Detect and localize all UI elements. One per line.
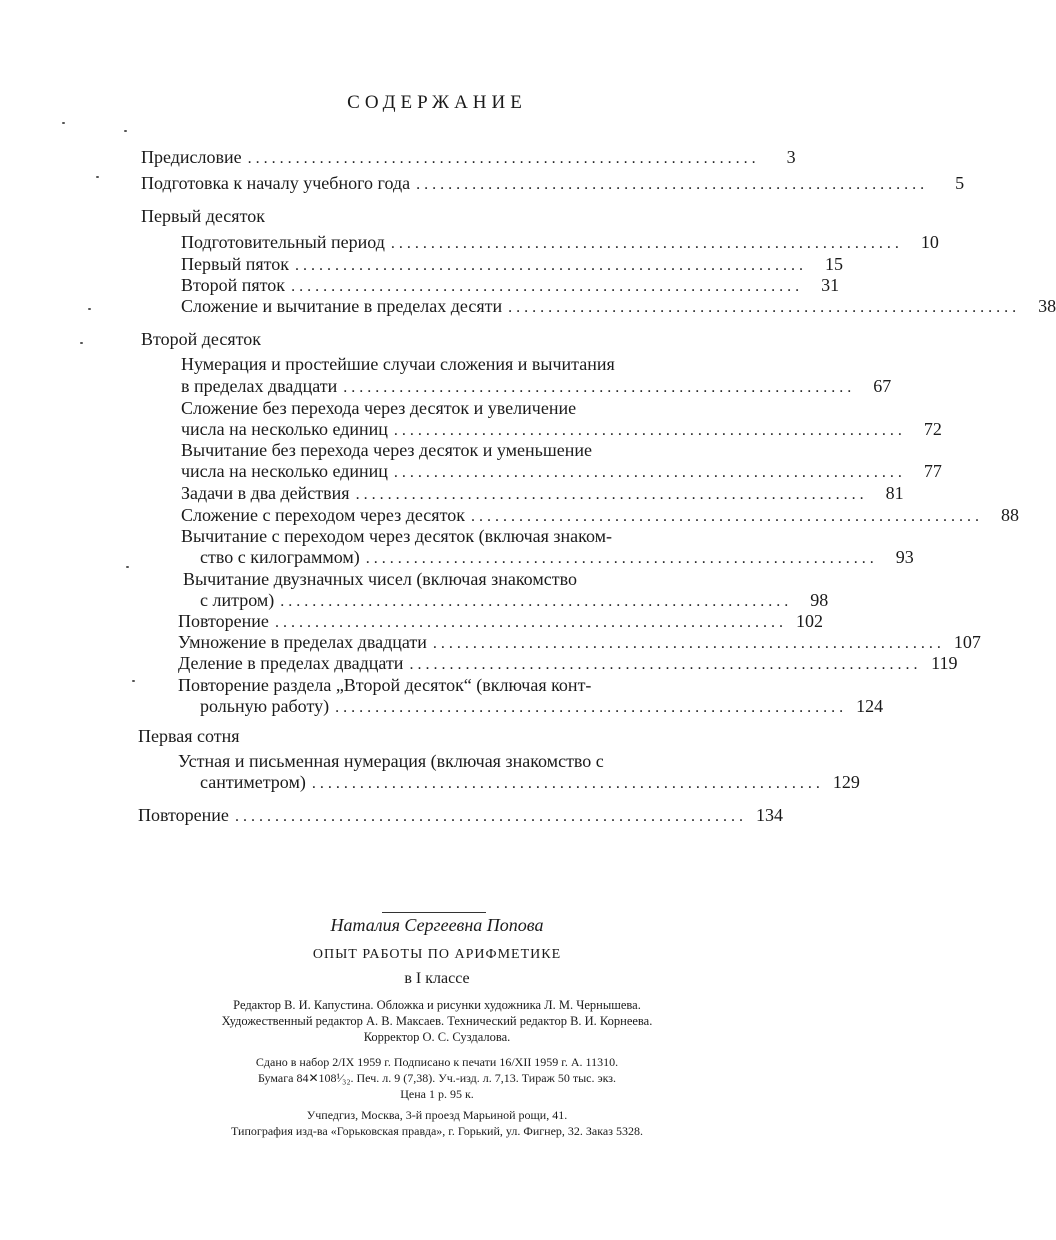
section-heading: Второй десяток	[141, 329, 262, 349]
toc-entry-page: 134	[755, 805, 783, 825]
toc-entry-text-line1: Устная и письменная нумерация (включая знакомство с	[178, 751, 604, 771]
scan-speck	[124, 130, 127, 132]
toc-entry-text: Второй пяток	[181, 275, 286, 295]
toc-entry-page: 31	[821, 275, 840, 295]
scan-speck	[96, 176, 99, 178]
toc-entry-page: 81	[885, 483, 904, 503]
section-heading: Первый десяток	[141, 206, 265, 226]
toc-entry-text-line1: Вычитание с переходом через десяток (включая знаком-	[181, 526, 612, 546]
toc-entry	[181, 482, 904, 506]
toc-entry	[181, 460, 942, 484]
toc-entry-text-line2: ство с килограммом)	[200, 547, 360, 567]
leader-dots: ................................................................	[508, 299, 1021, 316]
toc-entry-text-line2: числа на несколько единиц	[181, 419, 388, 439]
leader-dots: ................................................................	[295, 257, 807, 274]
editors-line: Редактор В. И. Капустина. Обложка и рисунки художника Л. М. Чернышева.	[233, 998, 641, 1012]
toc-entry	[200, 546, 914, 570]
leader-dots: ................................................................	[291, 278, 804, 295]
toc-entry-page: 72	[923, 419, 942, 439]
toc-entry-text-line1: Сложение без перехода через десяток и увеличение	[181, 398, 577, 418]
leader-dots: ................................................................	[274, 614, 787, 631]
toc-entry-page: 119	[931, 653, 958, 673]
toc-entry	[181, 295, 1056, 319]
toc-entry-text-line1: Нумерация и простейшие случаи сложения и вычитания	[181, 354, 615, 374]
toc-entry-page: 93	[895, 547, 914, 567]
leader-dots: ................................................................	[393, 464, 906, 481]
toc-entry-text-line2: с литром)	[200, 590, 275, 610]
leader-dots: ................................................................	[335, 699, 848, 716]
print-info-line: Сдано в набор 2/IX 1959 г. Подписано к печати 16/XII 1959 г. А. 11310.	[255, 1055, 619, 1069]
leader-dots: ................................................................	[343, 379, 856, 396]
leader-dots: ................................................................	[393, 422, 906, 439]
leader-dots: ................................................................	[470, 508, 983, 525]
leader-dots: ................................................................	[247, 150, 760, 167]
grade-label: в I классе	[404, 970, 470, 987]
scan-speck	[62, 122, 65, 124]
toc-entry	[181, 231, 939, 255]
toc-entry-page: 15	[825, 254, 843, 274]
toc-entry-text: Сложение с переходом через десяток	[181, 505, 465, 525]
toc-entry-page: 67	[873, 376, 892, 396]
toc-entry-page: 107	[953, 632, 981, 652]
toc-entry-text-line2: числа на несколько единиц	[181, 461, 388, 481]
print-info-line: Бумага 84✕108¹⁄₃₂. Печ. л. 9 (7,38). Уч.-изд. л. 7,13. Тираж 50 тыс. экз.	[257, 1071, 617, 1085]
toc-entry-text: Сложение и вычитание в пределах десяти	[181, 296, 503, 316]
toc-entry	[138, 804, 782, 828]
toc-entry-text-line1: Повторение раздела „Второй десяток“ (включая конт-	[178, 675, 592, 695]
leader-dots: ................................................................	[311, 775, 824, 792]
toc-entry-page: 3	[786, 147, 796, 167]
toc-entry-page: 38	[1038, 296, 1056, 316]
toc-entry-text: Умножение в пределах двадцати	[178, 632, 427, 652]
toc-entry-text-line2: сантиметром)	[200, 772, 306, 792]
scan-speck	[132, 680, 135, 682]
leader-dots: ................................................................	[432, 635, 945, 652]
toc-entry-text-line1: Вычитание без перехода через десяток и уменьшение	[181, 440, 592, 460]
book-title: ОПЫТ РАБОТЫ ПО АРИФМЕТИКЕ	[312, 947, 562, 962]
toc-entry-text-line2: в пределах двадцати	[181, 376, 338, 396]
toc-entry-text: Первый пяток	[181, 254, 289, 274]
leader-dots: ................................................................	[355, 486, 868, 503]
toc-entry-text: Повторение	[178, 611, 269, 631]
toc-entry	[178, 652, 958, 676]
toc-entry-page: 88	[1000, 505, 1019, 525]
toc-entry-text: Деление в пределах двадцати	[178, 653, 404, 673]
leader-dots: ................................................................	[280, 593, 793, 610]
toc-entry	[200, 695, 884, 719]
author-rule	[382, 912, 486, 913]
toc-entry	[141, 172, 965, 196]
toc-entry-page: 124	[856, 696, 884, 716]
publisher-line: Учпедгиз, Москва, 3-й проезд Марьиной рощи, 41.	[306, 1108, 568, 1122]
scan-speck	[80, 342, 83, 344]
toc-entry	[181, 375, 892, 399]
printer-line: Типография изд-ва «Горьковская правда», г. Горький, ул. Фигнер, 32. Заказ 5328.	[231, 1124, 643, 1138]
toc-entry-page: 77	[923, 461, 942, 481]
toc-entry-text: Подготовка к началу учебного года	[141, 173, 411, 193]
editors-line: Корректор О. С. Суздалова.	[363, 1030, 511, 1044]
toc-entry-text: Задачи в два действия	[181, 483, 350, 503]
toc-entry	[200, 771, 860, 795]
toc-entry-page: 129	[832, 772, 860, 792]
toc-entry-page: 10	[920, 232, 939, 252]
editors-line: Художественный редактор А. В. Максаев. Технический редактор В. И. Корнеева.	[221, 1014, 653, 1028]
leader-dots: ................................................................	[409, 656, 922, 673]
author-name: Наталия Сергеевна Попова	[330, 915, 544, 935]
toc-entry-text: Повторение	[138, 805, 229, 825]
leader-dots: ................................................................	[365, 550, 878, 567]
toc-entry-page: 102	[795, 611, 823, 631]
toc-title: СОДЕРЖАНИЕ	[347, 92, 527, 113]
toc-entry-text-line2: рольную работу)	[200, 696, 330, 716]
toc-entry-page: 5	[955, 173, 965, 193]
toc-entry-text-line1: Вычитание двузначных чисел (включая знакомство	[183, 569, 577, 589]
toc-entry-text: Подготовительный период	[181, 232, 385, 252]
section-heading: Первая сотня	[138, 726, 240, 746]
leader-dots: ................................................................	[416, 176, 929, 193]
scan-speck	[126, 566, 129, 568]
toc-entry-text: Предисловие	[141, 147, 242, 167]
leader-dots: ................................................................	[390, 235, 903, 252]
price-line: Цена 1 р. 95 к.	[400, 1087, 474, 1101]
leader-dots: ................................................................	[234, 808, 747, 825]
toc-entry-page: 98	[810, 590, 829, 610]
scan-speck	[88, 308, 91, 310]
toc-entry	[141, 146, 796, 170]
